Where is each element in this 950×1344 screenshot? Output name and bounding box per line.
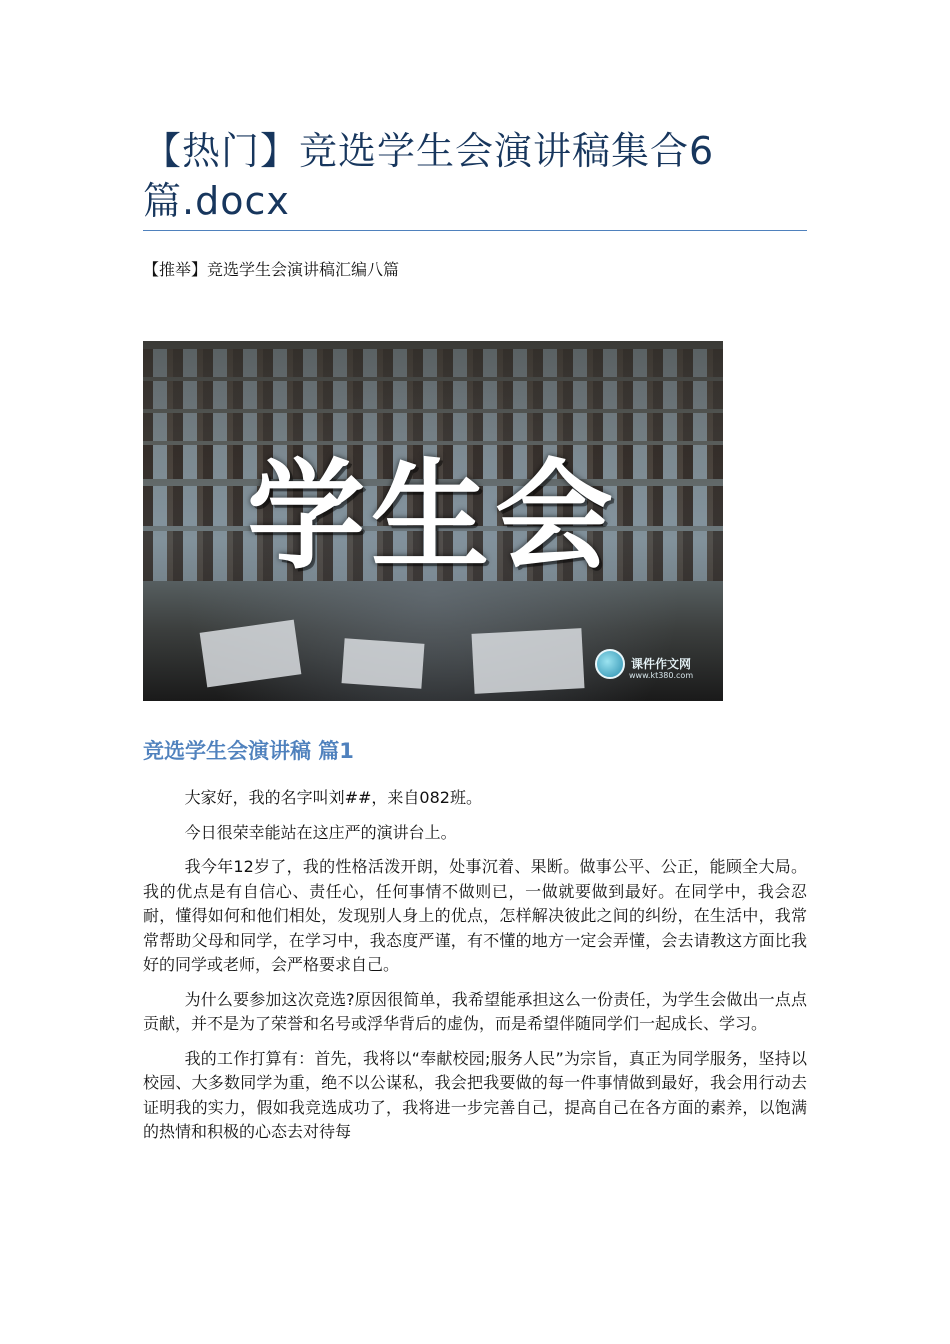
desk-paper <box>472 628 585 694</box>
paragraph: 大家好，我的名字叫刘##，来自082班。 <box>184 788 482 807</box>
watermark-logo <box>595 649 694 680</box>
paragraph: 我的工作打算有：首先，我将以“奉献校园;服务人民”为宗旨，真正为同学服务，坚持以校园、大多数同学为重，绝不以公谋私，我会把我要做的每一件事情做到最好，我会用行动去证明我的实力，假如我竞选成功了，我将进一步完善自己，提高自己在各方面的素养，以饱满的热情和积极的心态去对待每 <box>143 1048 807 1141</box>
crowd-row <box>143 349 723 377</box>
hero-overlay-text: 学生会 <box>246 447 619 585</box>
logo-icon <box>595 649 625 679</box>
crowd-row <box>143 413 723 441</box>
section-heading: 竞选学生会演讲稿 篇1 <box>143 739 354 763</box>
paragraph: 我今年12岁了，我的性格活泼开朗，处事沉着、果断。做事公平、公正，能顾全大局。我的优点是有自信心、责任心，任何事情不做则已，一做就要做到最好。在同学中，我会忍耐，懂得如何和他们相处，发现别人身上的优点，怎样解决彼此之间的纠纷，在生活中，我常常帮助父母和同学，在学习中，我态度严谨，有不懂的地方一定会弄懂，会去请教这方面比我好的同学或老师，会严格要求自己。 <box>143 857 807 974</box>
desk-paper <box>200 620 302 688</box>
paragraph: 为什么要参加这次竞选?原因很简单，我希望能承担这么一份责任，为学生会做出一点点贡献，并不是为了荣誉和名号或浮华背后的虚伪，而是希望伴随同学们一起成长、学习。 <box>143 989 807 1033</box>
hero-photo <box>143 341 723 701</box>
logo-url: www.kt380.com <box>629 671 694 680</box>
paragraph: 今日很荣幸能站在这庄严的演讲台上。 <box>184 822 457 842</box>
document-title: 【热门】竞选学生会演讲稿集合6篇.docx <box>143 129 715 223</box>
desk-paper <box>342 638 425 688</box>
logo-text: 课件作文网 <box>631 657 692 671</box>
body-text <box>143 786 807 1155</box>
crowd-row <box>143 381 723 409</box>
title-underline <box>143 230 807 231</box>
document-subtitle: 【推举】竞选学生会演讲稿汇编八篇 <box>143 260 400 279</box>
